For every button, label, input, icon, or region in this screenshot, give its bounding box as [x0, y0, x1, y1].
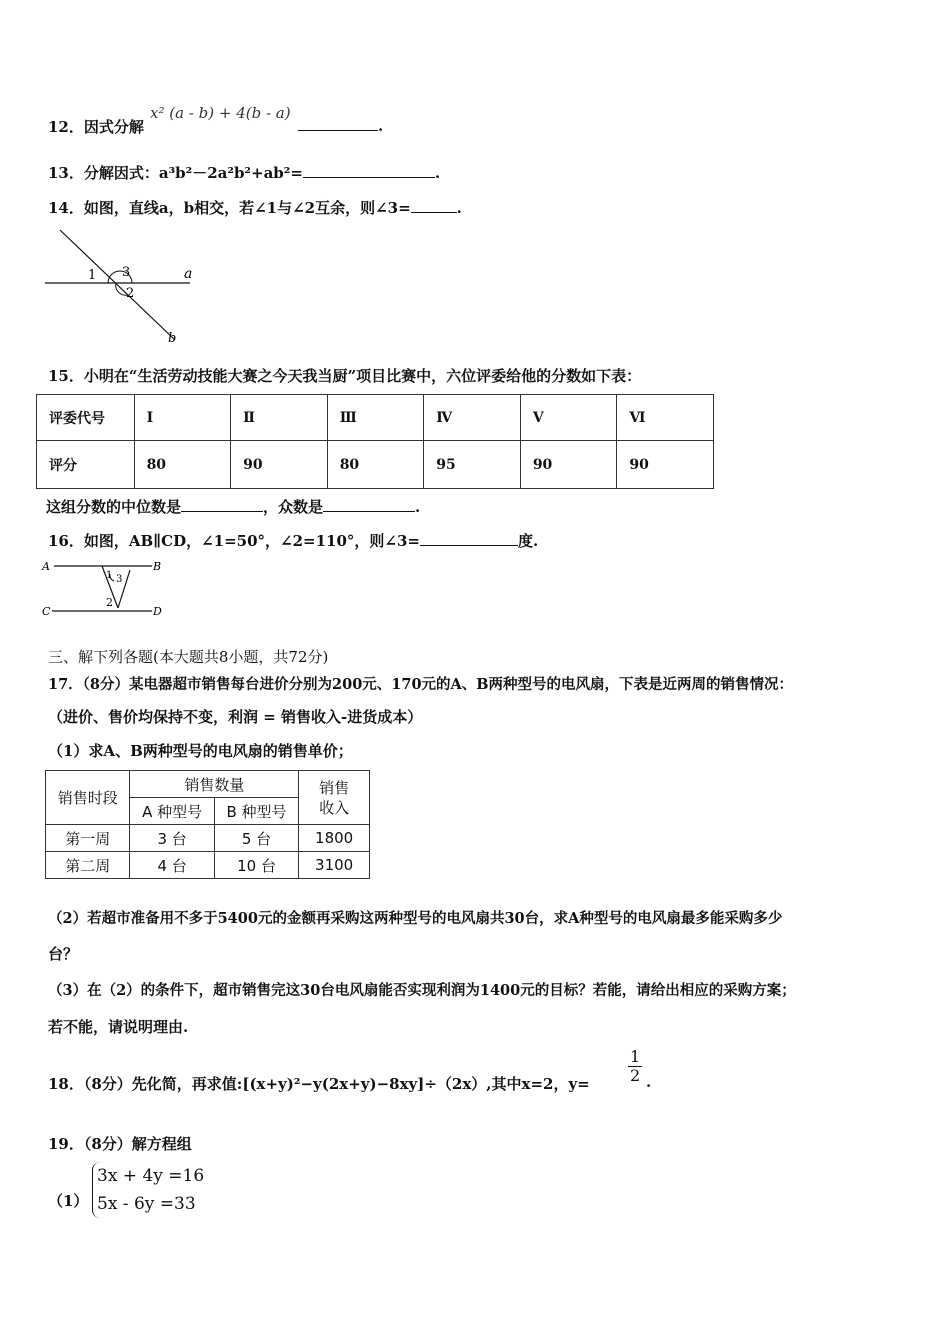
q17-sales-table — [45, 770, 370, 879]
table-cell: 80 — [327, 441, 424, 489]
table-cell: 95 — [424, 441, 521, 489]
q15-mode-label: ，众数是 — [263, 498, 324, 516]
q16-text: 16．如图，AB∥CD，∠1=50°，∠2=110°，则∠3= — [48, 532, 420, 550]
q19-text: 19．（8分）解方程组 — [48, 1135, 192, 1153]
q15-score-table — [36, 394, 714, 489]
q14-line — [48, 197, 462, 218]
q15-median-label: 这组分数的中位数是 — [46, 498, 182, 516]
q13-blank[interactable] — [303, 163, 435, 178]
label-b: b — [168, 331, 177, 346]
table-cell: 第一周 — [46, 825, 130, 852]
table-cell: 5 台 — [214, 825, 298, 852]
table-cell: 90 — [617, 441, 714, 489]
q13-line — [48, 162, 440, 183]
q18-text: 18．（8分）先化简，再求值:[(x+y)²−y(2x+y)−8xy]÷（2x）,其中x=2，y= — [48, 1075, 590, 1093]
table-cell: 90 — [231, 441, 328, 489]
income-label-2: 收入 — [319, 798, 350, 817]
label-3: 3 — [122, 265, 131, 280]
label-2: 2 — [126, 286, 135, 301]
label-n2: 2 — [106, 596, 113, 609]
label-C: C — [42, 605, 51, 618]
q14-blank[interactable] — [411, 198, 457, 213]
table-cell: Ⅰ — [134, 395, 231, 441]
table-cell: 第二周 — [46, 852, 130, 879]
table-cell: Ⅳ — [424, 395, 521, 441]
table-row-scores — [37, 441, 714, 489]
table-cell: 80 — [134, 441, 231, 489]
table-cell: 1800 — [299, 825, 370, 852]
line-b — [60, 230, 175, 340]
table-cell: 评委代号 — [37, 395, 135, 441]
q16-blank[interactable] — [420, 531, 518, 546]
table-cell: 3100 — [299, 852, 370, 879]
label-n1: 1 — [106, 570, 113, 581]
q19-eq2: 5x - 6y =33 — [97, 1194, 196, 1214]
section-3-heading: 三、解下列各题(本大题共8小题，共72分) — [48, 648, 329, 666]
q15-end: . — [415, 498, 421, 516]
table-row — [46, 771, 370, 798]
label-A: A — [42, 560, 50, 573]
q18-denominator: 2 — [630, 1066, 641, 1085]
q16-figure — [40, 556, 175, 620]
table-cell: 90 — [520, 441, 617, 489]
label-1: 1 — [88, 268, 97, 283]
q14-end: . — [456, 199, 462, 217]
q16-line — [48, 530, 538, 551]
q17-part1: （1）求A、B两种型号的电风扇的销售单价； — [48, 742, 353, 760]
q19-equation-system — [92, 1162, 204, 1218]
q12-label: 因式分解 — [83, 118, 144, 136]
q13-text: 13．分解因式：a³b²－2a²b²+ab²= — [48, 164, 303, 182]
q17-line2: （进价、售价均保持不变，利润 = 销售收入-进货成本） — [48, 708, 423, 726]
table-cell: B 种型号 — [214, 798, 298, 825]
q18-end: . — [646, 1073, 652, 1091]
q12-line — [48, 116, 144, 137]
q15-mode-blank[interactable] — [323, 497, 415, 512]
label-a: a — [184, 266, 193, 282]
table-cell: 4 台 — [130, 852, 214, 879]
q15-answer-line — [46, 496, 420, 517]
table-cell: 销售数量 — [130, 771, 299, 798]
q17-part2-line1: （2）若超市准备用不多于5400元的金额再采购这两种型号的电风扇共30台，求A种型号的电风扇最多能采购多少 — [48, 910, 783, 927]
q12-expression: x² (a - b) + 4(b - a) — [150, 104, 291, 122]
q14-text: 14．如图，直线a，b相交，若∠1与∠2互余，则∠3= — [48, 199, 411, 217]
table-cell: Ⅱ — [231, 395, 328, 441]
q13-end: . — [434, 164, 441, 182]
q12-end: . — [378, 117, 384, 135]
q16-unit: 度. — [517, 532, 539, 550]
table-cell: Ⅲ — [327, 395, 424, 441]
q15-text: 15．小明在“生活劳动技能大赛之今天我当厨”项目比赛中，六位评委给他的分数如下表： — [48, 367, 642, 385]
label-n3: 3 — [116, 574, 123, 585]
q15-median-blank[interactable] — [181, 497, 263, 512]
label-B: B — [153, 560, 162, 573]
q18-numerator: 1 — [630, 1047, 641, 1066]
table-cell — [299, 771, 370, 825]
q17-part3-line1: （3）在（2）的条件下，超市销售完这30台电风扇能否实现利润为1400元的目标？若能，请给出相应的采购方案； — [48, 982, 796, 999]
table-cell: 10 台 — [214, 852, 298, 879]
table-row-header — [37, 395, 714, 441]
table-row — [46, 825, 370, 852]
q17-line1: 17．（8分）某电器超市销售每台进价分别为200元、170元的A、B两种型号的电风扇，下表是近两周的销售情况： — [48, 676, 794, 693]
q19-eq1: 3x + 4y =16 — [97, 1166, 205, 1186]
q19-part-label: （1） — [48, 1192, 89, 1210]
q18-fraction — [628, 1048, 642, 1085]
table-cell: 3 台 — [130, 825, 214, 852]
q17-part2-line2: 台？ — [48, 945, 79, 963]
table-cell: Ⅴ — [520, 395, 617, 441]
income-label-1: 销售 — [319, 778, 350, 797]
table-cell: 评分 — [37, 441, 135, 489]
q12-blank[interactable] — [298, 116, 378, 131]
table-cell: A 种型号 — [130, 798, 214, 825]
table-row — [46, 852, 370, 879]
table-cell: Ⅵ — [617, 395, 714, 441]
label-D: D — [153, 605, 162, 618]
table-cell: 销售时段 — [46, 771, 130, 825]
q12-num: 12． — [48, 118, 84, 136]
q17-part3-line2: 若不能，请说明理由. — [48, 1018, 189, 1036]
q14-figure — [40, 222, 210, 347]
q12-answer-line — [298, 116, 383, 135]
